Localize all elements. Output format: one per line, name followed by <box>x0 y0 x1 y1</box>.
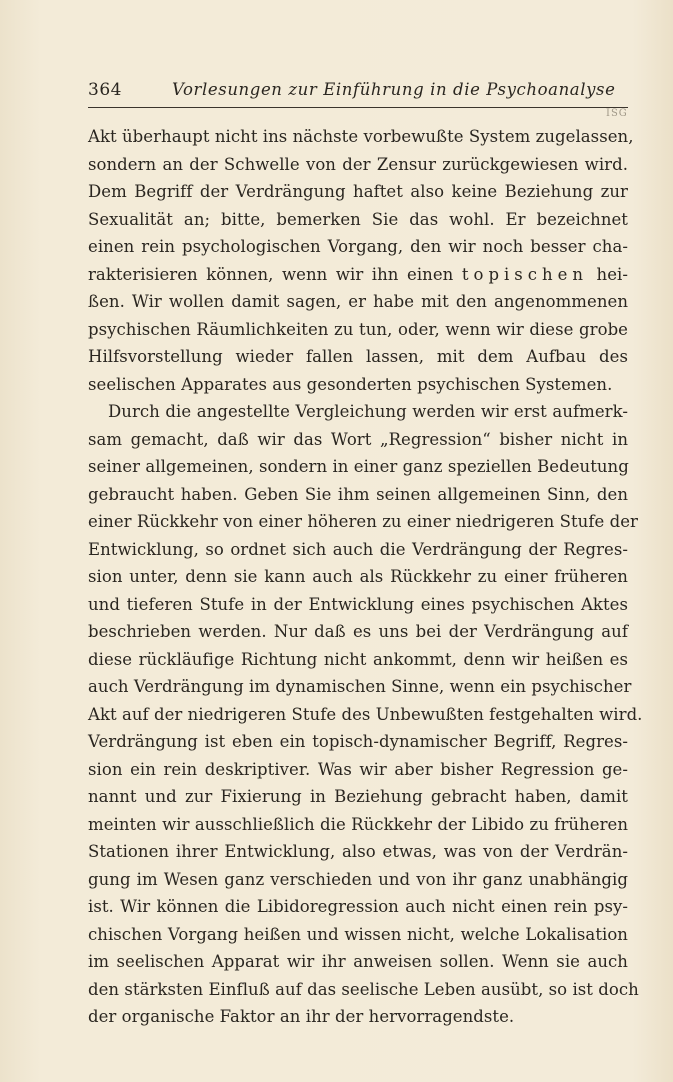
text-line: und tieferen Stufe in der Entwicklung eines psychischen Aktes <box>88 594 628 614</box>
text-line: sion unter, denn sie kann auch als Rückkehr zu einer früheren <box>88 567 628 586</box>
text-line: sam gemacht, daß wir das Wort „Regression“ bisher nicht in <box>88 429 628 449</box>
text-line: Entwicklung, so ordnet sich auch die Verdrängung der Regres- <box>88 539 628 559</box>
text-line: meinten wir ausschließlich die Rückkehr der Libido zu früheren <box>88 814 628 834</box>
page-number: 364 <box>88 80 122 100</box>
text-line: seelischen Apparates aus gesonderten psychischen Systemen. <box>88 374 613 394</box>
text-line: nannt und zur Fixierung in Beziehung gebracht haben, damit <box>88 787 628 806</box>
text-segment: rakterisieren können, wenn wir ihn einen <box>88 264 462 284</box>
text-line: psychischen Räumlichkeiten zu tun, oder, wenn wir diese grobe <box>88 319 628 339</box>
text-line: Dem Begriff der Verdrängung haftet also keine Beziehung zur <box>88 182 628 201</box>
paragraph <box>88 398 643 1031</box>
spaced-emphasis: topischen <box>461 264 589 284</box>
running-title: Vorlesungen zur Einführung in die Psychoanalyse <box>172 80 616 99</box>
text-line: gebraucht haben. Geben Sie ihm seinen allgemeinen Sinn, den <box>88 484 628 504</box>
text-line: einer Rückkehr von einer höheren zu einer niedrigeren Stufe der <box>88 512 638 531</box>
text-line: einen rein psychologischen Vorgang, den wir noch besser cha- <box>88 237 628 256</box>
text-line: Durch die angestellte Vergleichung werden wir erst aufmerk- <box>108 402 628 421</box>
text-line: sion ein rein deskriptiver. Was wir aber bisher Regression ge- <box>88 759 628 779</box>
text-line: im seelischen Apparat wir ihr anweisen sollen. Wenn sie auch <box>88 952 628 971</box>
text-line <box>88 261 628 289</box>
text-line: Akt auf der niedrigeren Stufe des Unbewußten festgehalten wird. <box>88 704 643 724</box>
page-header <box>88 78 628 106</box>
text-line: beschrieben werden. Nur daß es uns bei der Verdrängung auf <box>88 622 628 641</box>
text-line: Sexualität an; bitte, bemerken Sie das wohl. Er bezeichnet <box>88 209 628 229</box>
body-text <box>88 123 643 1031</box>
text-line: gung im Wesen ganz verschieden und von ihr ganz unabhängig <box>88 869 628 889</box>
text-line: den stärksten Einfluß auf das seelische Leben ausübt, so ist doch <box>88 979 639 999</box>
text-line: sondern an der Schwelle von der Zensur zurückgewiesen wird. <box>88 154 628 174</box>
text-line: Verdrängung ist eben ein topisch-dynamischer Begriff, Regres- <box>88 732 628 751</box>
text-line: Stationen ihrer Entwicklung, also etwas, was von der Verdrän- <box>88 842 628 861</box>
text-line: diese rückläufige Richtung nicht ankommt, denn wir heißen es <box>88 649 628 669</box>
text-line: Hilfsvorstellung wieder fallen lassen, mit dem Aufbau des <box>88 347 628 366</box>
text-line: der organische Faktor an ihr der hervorragendste. <box>88 1007 515 1026</box>
library-stamp: ISG <box>606 108 628 119</box>
text-line: ßen. Wir wollen damit sagen, er habe mit den angenommenen <box>88 292 628 311</box>
header-rule <box>88 107 628 108</box>
paragraph <box>88 123 634 398</box>
text-segment: hei- <box>588 264 628 284</box>
text-line: ist. Wir können die Libidoregression auch nicht einen rein psy- <box>88 897 628 916</box>
text-line: chischen Vorgang heißen und wissen nicht, welche Lokalisation <box>88 924 628 944</box>
text-line: seiner allgemeinen, sondern in einer ganz speziellen Bedeutung <box>88 457 629 476</box>
text-line: Akt überhaupt nicht ins nächste vorbewußte System zugelassen, <box>88 127 634 146</box>
text-line: auch Verdrängung im dynamischen Sinne, wenn ein psychischer <box>88 677 632 696</box>
